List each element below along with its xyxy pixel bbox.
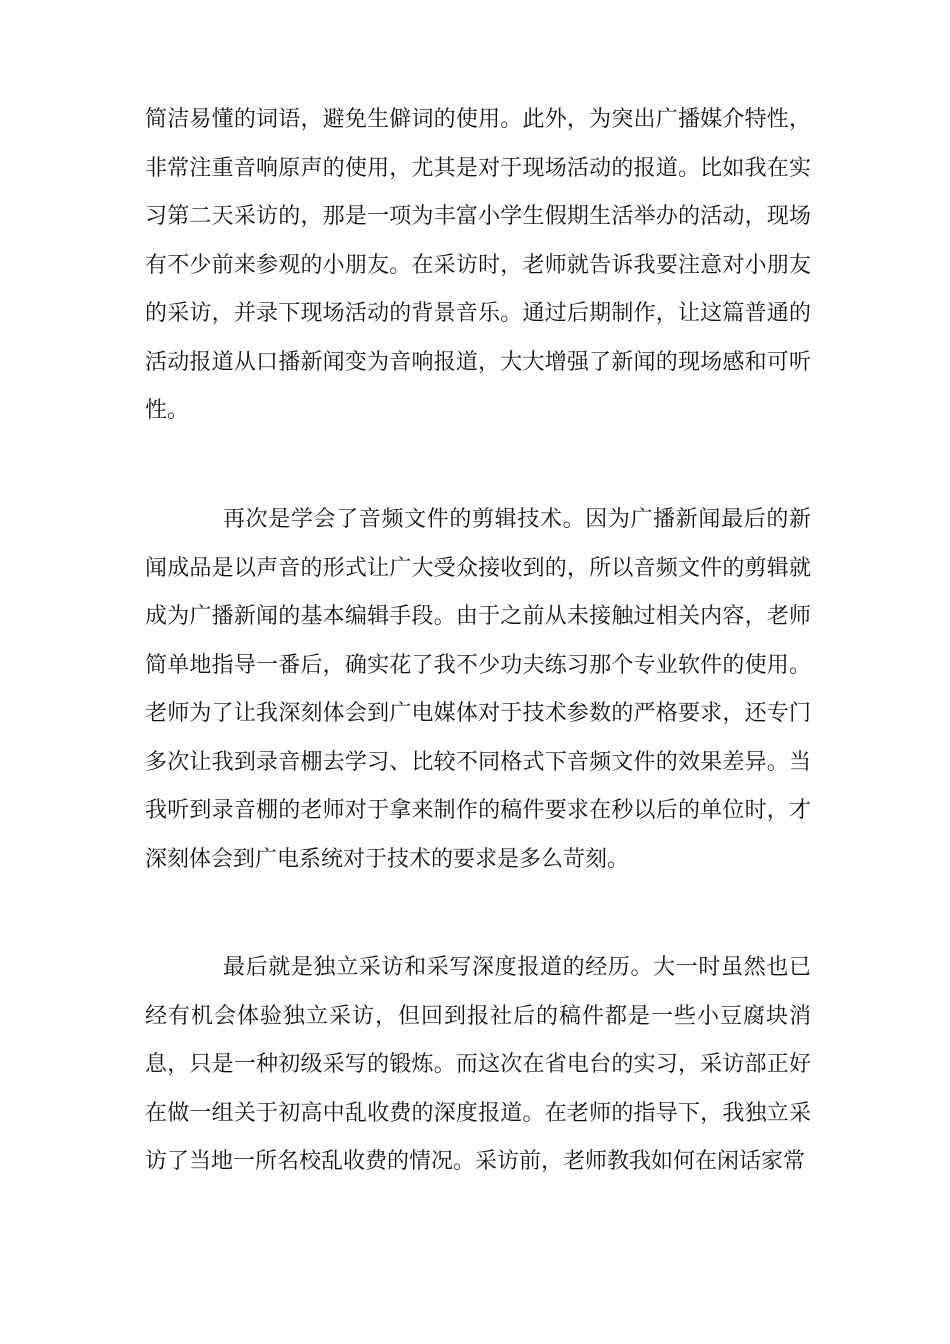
paragraph-audio-editing: 再次是学会了音频文件的剪辑技术。因为广播新闻最后的新闻成品是以声音的形式让广大受众接收到的，所以音频文件的剪辑就成为广播新闻的基本编辑手段。由于之前从未接触过相关内容，老师简单地指导一番后，确实花了我不少功夫练习那个专业软件的使用。老师为了让我深刻体会到广电媒体对于技术参数的严格要求，还专门多次让我到录音棚去学习、比较不同格式下音频文件的效果差异。当我听到录音棚的老师对于拿来制作的稿件要求在秒以后的单位时，才深刻体会到广电系统对于技术的要求是多么苛刻。 bbox=[145, 507, 811, 872]
paragraph-broadcast-language: 简洁易懂的词语，避免生僻词的使用。此外，为突出广播媒介特性，非常注重音响原声的使用，尤其是对于现场活动的报道。比如我在实习第二天采访的，那是一项为丰富小学生假期生活举办的活动，现场有不少前来参观的小朋友。在采访时，老师就告诉我要注意对小朋友的采访，并录下现场活动的背景音乐。通过后期制作，让这篇普通的活动报道从口播新闻变为音响报道，大大增强了新闻的现场感和可听性。 bbox=[145, 107, 811, 423]
paragraph-independent-interview: 最后就是独立采访和采写深度报道的经历。大一时虽然也已经有机会体验独立采访，但回到报社后的稿件都是一些小豆腐块消息，只是一种初级采写的锻炼。而这次在省电台的实习，采访部正好在做一组关于初高中乱收费的深度报道。在老师的指导下，我独立采访了当地一所名校乱收费的情况。采访前，老师教我如何在闲话家常 bbox=[145, 955, 811, 1174]
